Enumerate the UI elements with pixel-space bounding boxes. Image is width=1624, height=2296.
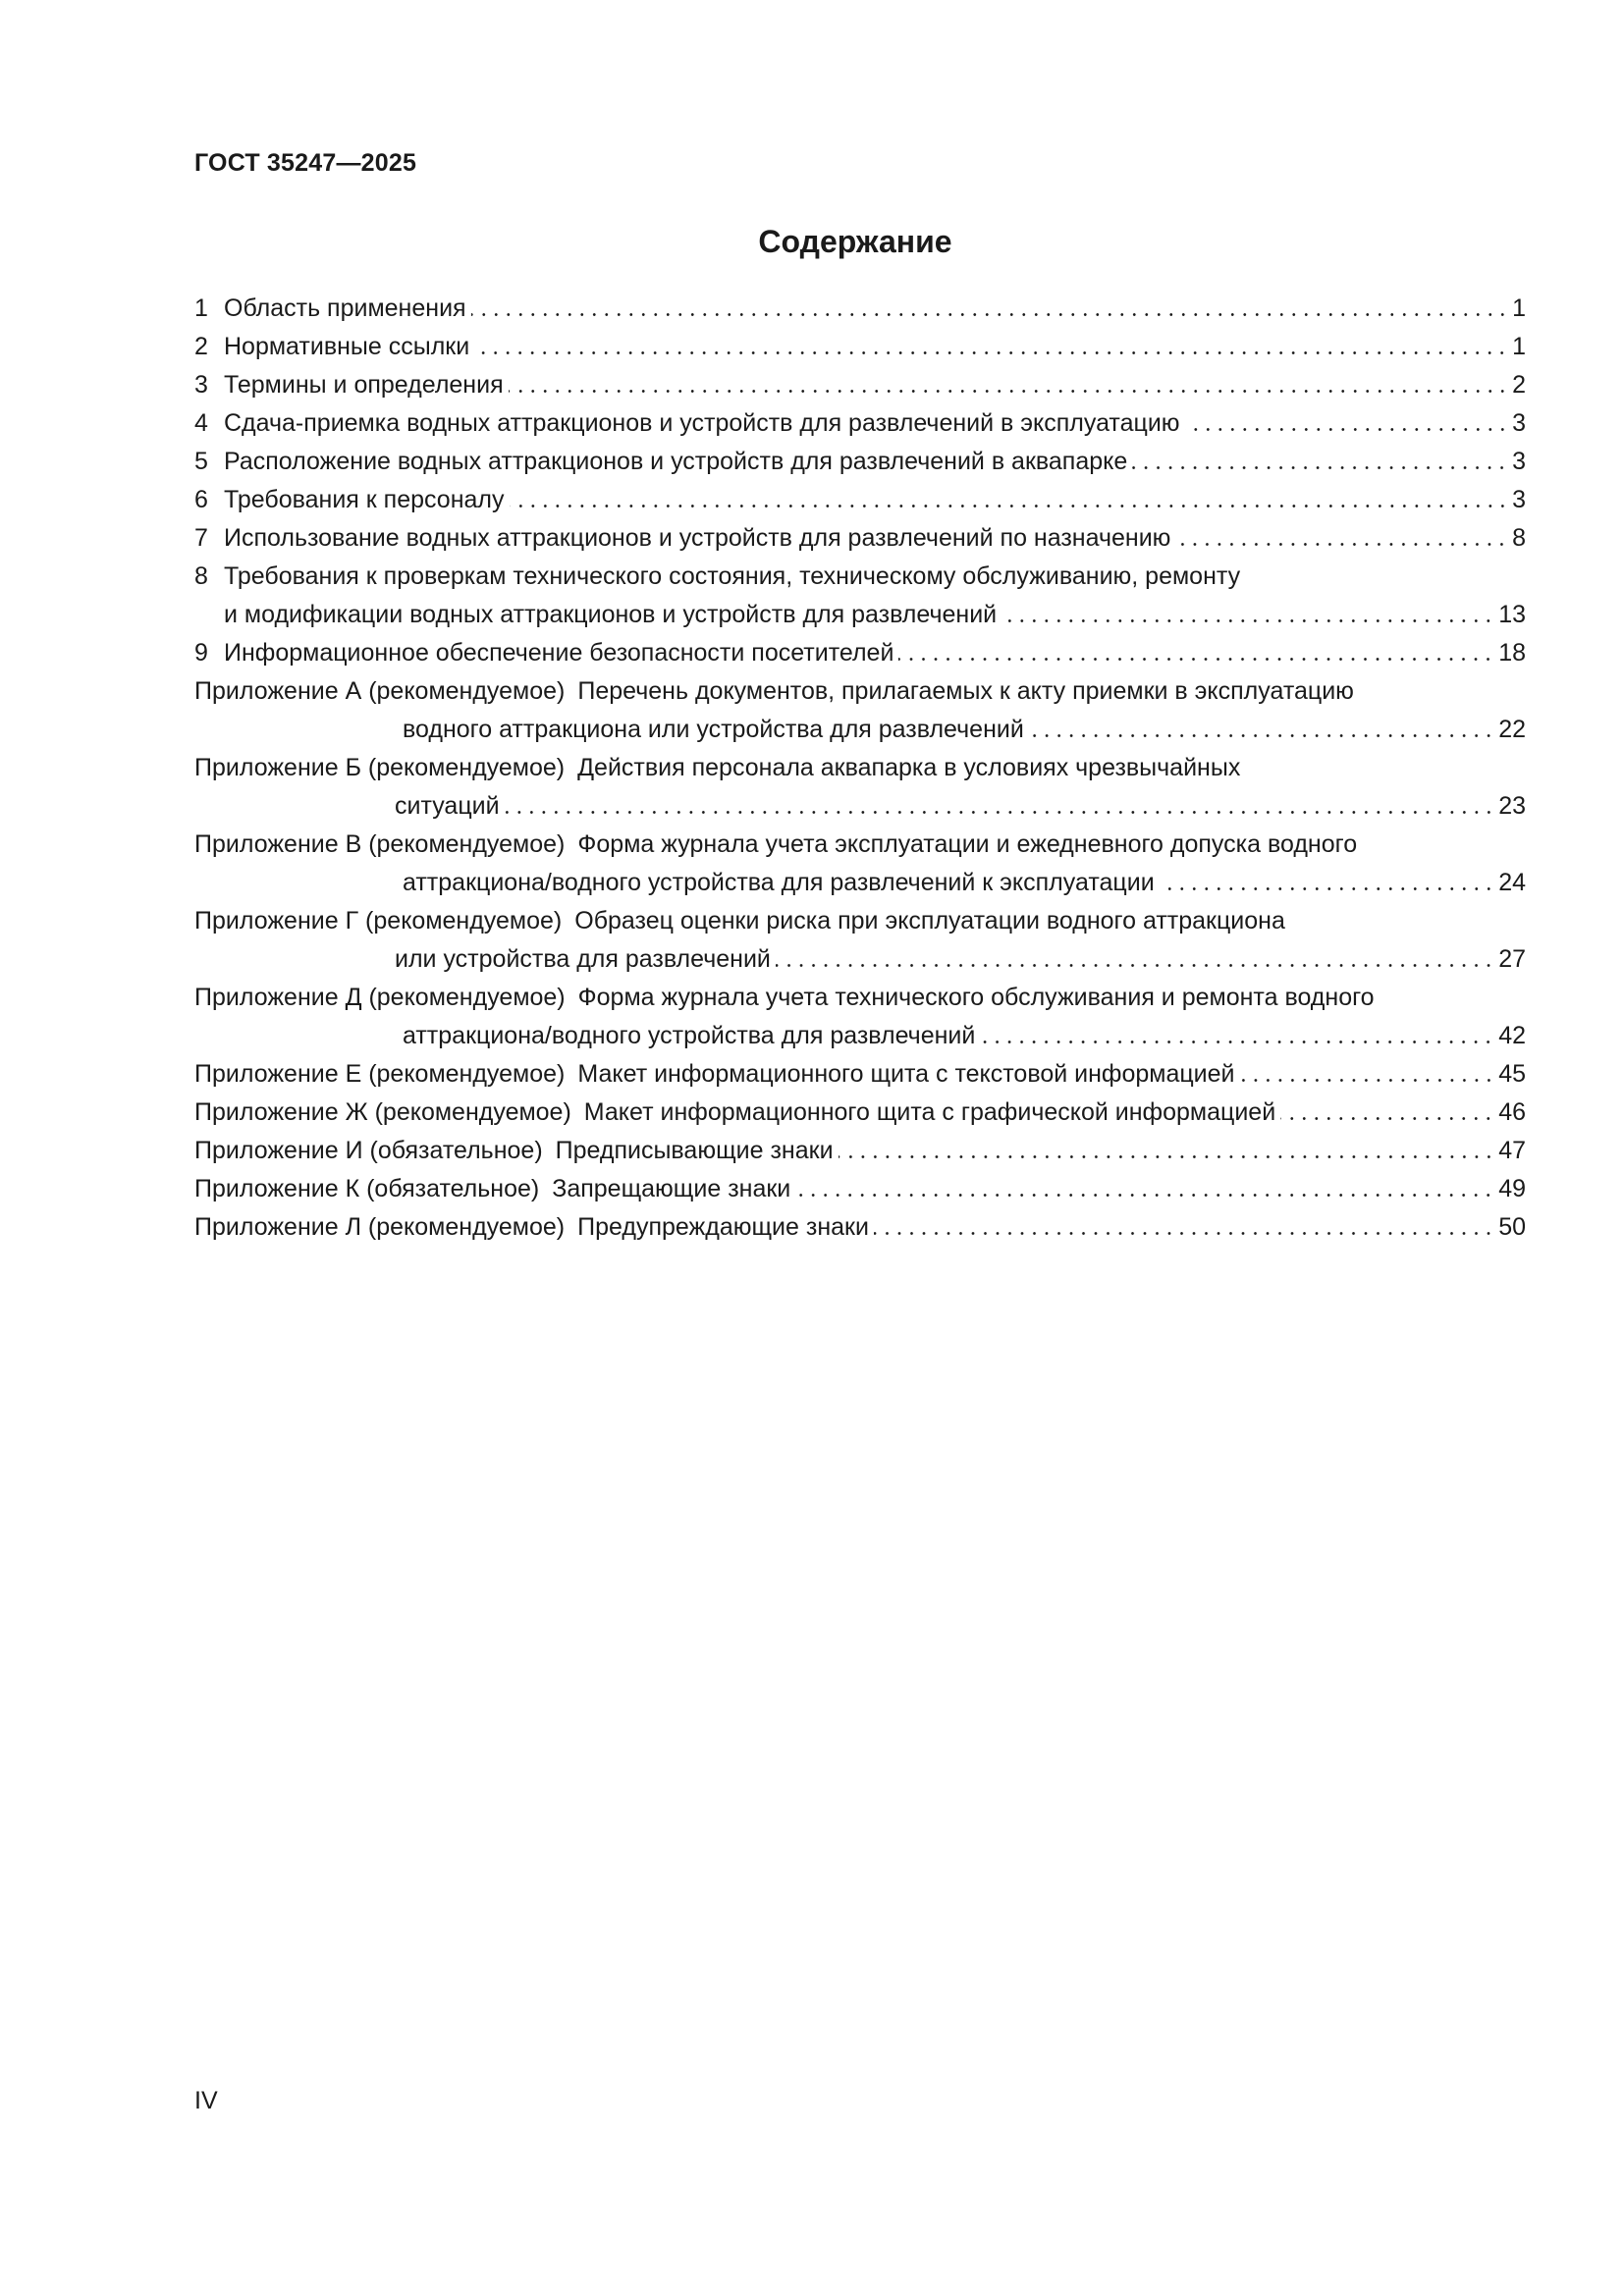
toc-text: Расположение водных аттракционов и устройств для развлечений в аквапарке	[224, 448, 1128, 475]
toc-text: Сдача-приемка водных аттракционов и устройств для развлечений в эксплуатацию	[224, 409, 1180, 437]
toc-page: 27	[1498, 945, 1526, 973]
annex-label: Приложение А (рекомендуемое)	[194, 677, 566, 705]
toc-number: 8	[194, 562, 208, 590]
toc-annex-i[interactable]	[194, 1132, 1526, 1170]
annex-title: Перечень документов, прилагаемых к акту приемки в эксплуатацию	[577, 677, 1354, 705]
toc-annex-zh[interactable]	[194, 1094, 1526, 1132]
dot-leader	[1160, 887, 1495, 890]
annex-title-continued: или устройства для развлечений	[395, 945, 771, 973]
toc-annex-g[interactable]	[194, 902, 1526, 979]
toc-annex-l[interactable]	[194, 1208, 1526, 1247]
toc-annex-d[interactable]	[194, 979, 1526, 1055]
dot-leader	[874, 1232, 1494, 1235]
dot-leader	[980, 1041, 1494, 1043]
annex-label: Приложение Л (рекомендуемое)	[194, 1213, 566, 1241]
dot-leader	[1240, 1079, 1495, 1082]
dot-leader	[510, 505, 1509, 507]
annex-title-continued: аттракциона/водного устройства для развлечений к эксплуатации	[403, 869, 1155, 896]
annex-label: Приложение В (рекомендуемое)	[194, 830, 566, 858]
toc-text: Нормативные ссылки	[224, 333, 470, 360]
dot-leader	[1132, 466, 1508, 469]
toc-entry-8[interactable]	[194, 558, 1526, 634]
toc-text: Требования к персоналу	[224, 486, 505, 513]
toc-page: 24	[1498, 869, 1526, 896]
table-of-contents	[194, 290, 1526, 1247]
toc-page: 42	[1498, 1022, 1526, 1049]
toc-page: 3	[1512, 486, 1526, 513]
dot-leader	[1029, 734, 1494, 737]
toc-annex-e[interactable]	[194, 1055, 1526, 1094]
annex-label: Приложение И (обязательное)	[194, 1137, 543, 1164]
toc-text-continued: и модификации водных аттракционов и устройств для развлечений	[224, 601, 998, 628]
toc-entry-4[interactable]	[194, 404, 1526, 443]
annex-title-continued: водного аттракциона или устройства для развлечений	[403, 716, 1024, 743]
toc-entry-5[interactable]	[194, 443, 1526, 481]
toc-page: 1	[1512, 294, 1526, 322]
toc-number: 2	[194, 333, 208, 360]
toc-page: 49	[1498, 1175, 1526, 1202]
toc-text: Область применения	[224, 294, 466, 322]
annex-title: Запрещающие знаки	[552, 1175, 791, 1202]
toc-page: 3	[1512, 409, 1526, 437]
annex-label: Приложение Г (рекомендуемое)	[194, 907, 563, 934]
annex-label: Приложение Е (рекомендуемое)	[194, 1060, 566, 1088]
toc-text: Информационное обеспечение безопасности посетителей	[224, 639, 894, 667]
annex-title: Предупреждающие знаки	[577, 1213, 869, 1241]
toc-entry-3[interactable]	[194, 366, 1526, 404]
toc-page: 13	[1498, 601, 1526, 628]
toc-page: 18	[1498, 639, 1526, 667]
dot-leader	[474, 351, 1508, 354]
toc-text: Использование водных аттракционов и устройств для развлечений по назначению	[224, 524, 1171, 552]
document-header: ГОСТ 35247—2025	[194, 149, 417, 177]
annex-label: Приложение Б (рекомендуемое)	[194, 754, 566, 781]
toc-number: 3	[194, 371, 208, 399]
annex-title-continued: ситуаций	[395, 792, 500, 820]
toc-page: 47	[1498, 1137, 1526, 1164]
dot-leader	[1185, 428, 1509, 431]
annex-title-continued: аттракциона/водного устройства для развлечений	[403, 1022, 976, 1049]
toc-entry-2[interactable]	[194, 328, 1526, 366]
toc-annex-v[interactable]	[194, 826, 1526, 902]
toc-number: 1	[194, 294, 208, 322]
annex-title: Макет информационного щита с текстовой информацией	[577, 1060, 1235, 1088]
toc-page: 1	[1512, 333, 1526, 360]
toc-number: 5	[194, 448, 208, 475]
toc-number: 4	[194, 409, 208, 437]
toc-title: Содержание	[758, 224, 952, 259]
annex-label: Приложение К (обязательное)	[194, 1175, 540, 1202]
annex-title: Действия персонала аквапарка в условиях чрезвычайных	[577, 754, 1241, 781]
toc-page: 8	[1512, 524, 1526, 552]
page-number: IV	[194, 2087, 218, 2114]
dot-leader	[898, 658, 1494, 661]
toc-entry-6[interactable]	[194, 481, 1526, 519]
toc-number: 6	[194, 486, 208, 513]
dot-leader	[795, 1194, 1494, 1197]
toc-annex-a[interactable]	[194, 672, 1526, 749]
annex-title: Форма журнала учета эксплуатации и ежедневного допуска водного	[577, 830, 1358, 858]
toc-number: 7	[194, 524, 208, 552]
toc-text: Термины и определения	[224, 371, 504, 399]
toc-annex-k[interactable]	[194, 1170, 1526, 1208]
annex-title: Предписывающие знаки	[555, 1137, 834, 1164]
toc-entry-1[interactable]	[194, 290, 1526, 328]
dot-leader	[505, 811, 1495, 814]
annex-title: Макет информационного щита с графической информацией	[583, 1098, 1276, 1126]
toc-page: 2	[1512, 371, 1526, 399]
annex-label: Приложение Ж (рекомендуемое)	[194, 1098, 571, 1126]
toc-annex-b[interactable]	[194, 749, 1526, 826]
toc-page: 46	[1498, 1098, 1526, 1126]
toc-entry-9[interactable]	[194, 634, 1526, 672]
toc-text: Требования к проверкам технического состояния, техническому обслуживанию, ремонту	[224, 562, 1241, 590]
toc-page: 3	[1512, 448, 1526, 475]
dot-leader	[1001, 619, 1494, 622]
dot-leader	[776, 964, 1494, 967]
toc-entry-7[interactable]	[194, 519, 1526, 558]
toc-page: 50	[1498, 1213, 1526, 1241]
toc-page: 22	[1498, 716, 1526, 743]
annex-label: Приложение Д (рекомендуемое)	[194, 984, 566, 1011]
annex-title: Форма журнала учета технического обслуживания и ремонта водного	[577, 984, 1375, 1011]
toc-number: 9	[194, 639, 208, 667]
dot-leader	[1175, 543, 1508, 546]
annex-title: Образец оценки риска при эксплуатации водного аттракциона	[574, 907, 1285, 934]
toc-page: 23	[1498, 792, 1526, 820]
toc-page: 45	[1498, 1060, 1526, 1088]
dot-leader	[839, 1155, 1495, 1158]
dot-leader	[1280, 1117, 1494, 1120]
dot-leader	[471, 313, 1509, 316]
dot-leader	[509, 390, 1508, 393]
